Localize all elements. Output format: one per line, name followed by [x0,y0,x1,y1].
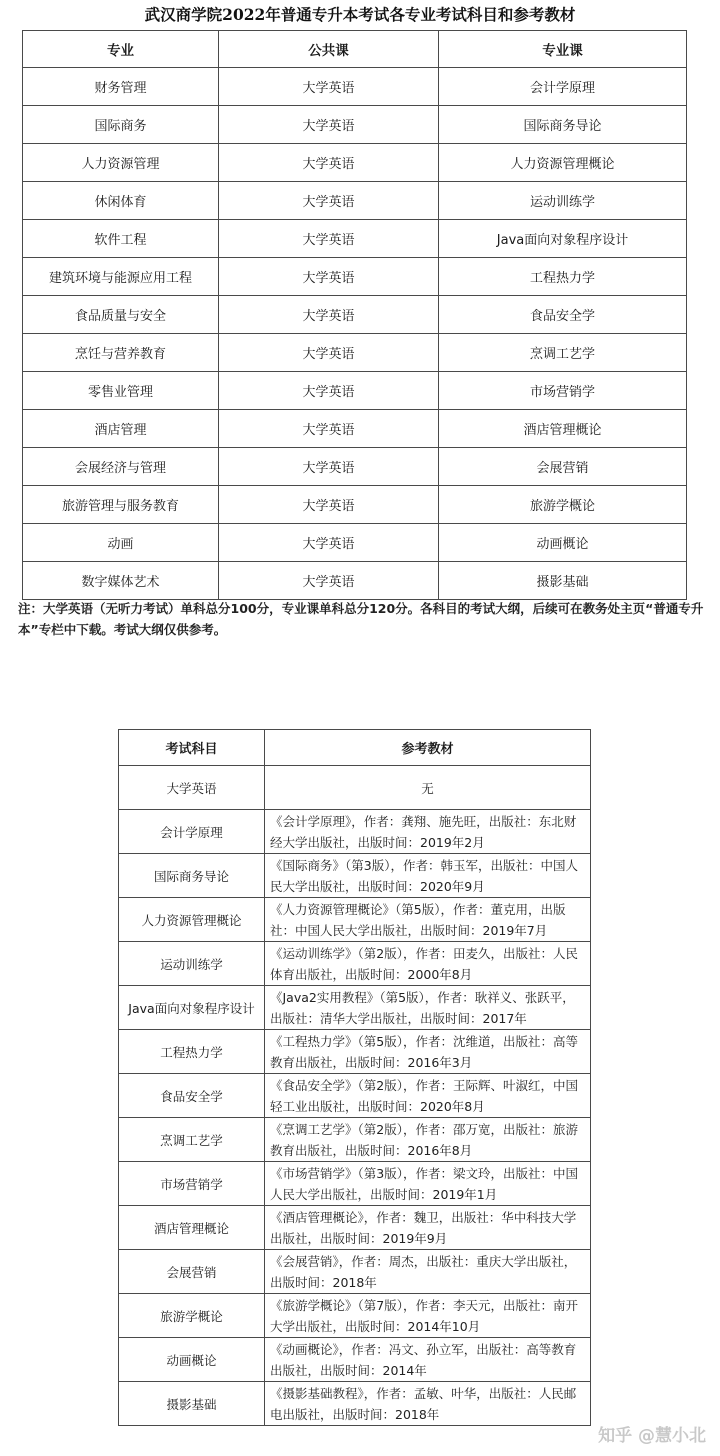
reference-book-cell: 《旅游学概论》（第7版），作者：李天元，出版社：南开大学出版社，出版时间：2014年10月 [265,1294,591,1338]
exam-subject-cell: 旅游学概论 [119,1294,265,1338]
reference-book-cell: 《酒店管理概论》，作者：魏卫，出版社：华中科技大学出版社，出版时间：2019年9月 [265,1206,591,1250]
major-cell: 数字媒体艺术 [23,562,219,600]
reference-book-cell: 《会展营销》，作者：周杰，出版社：重庆大学出版社，出版时间：2018年 [265,1250,591,1294]
table-row [119,986,591,1030]
major-cell: 国际商务 [23,106,219,144]
header-reference-book: 参考教材 [265,730,591,766]
table-row [23,372,687,410]
exam-subject-cell: 市场营销学 [119,1162,265,1206]
table-row [23,182,687,220]
reference-book-cell: 《动画概论》，作者：冯文、孙立军，出版社：高等教育出版社，出版时间：2014年 [265,1338,591,1382]
table-header-row [23,31,687,68]
major-course-cell: 旅游学概论 [439,486,687,524]
header-exam-subject: 考试科目 [119,730,265,766]
major-cell: 食品质量与安全 [23,296,219,334]
exam-subject-cell: 国际商务导论 [119,854,265,898]
table-row [119,1338,591,1382]
major-cell: 财务管理 [23,68,219,106]
major-course-cell: 工程热力学 [439,258,687,296]
public-course-cell: 大学英语 [219,68,439,106]
exam-subject-cell: 人力资源管理概论 [119,898,265,942]
major-course-cell: 市场营销学 [439,372,687,410]
reference-book-cell: 《食品安全学》（第2版），作者：王际辉、叶淑红，中国轻工业出版社，出版时间：2020年8月 [265,1074,591,1118]
major-course-cell: 酒店管理概论 [439,410,687,448]
table-row [23,524,687,562]
exam-subject-cell: 酒店管理概论 [119,1206,265,1250]
table-row [23,258,687,296]
major-cell: 休闲体育 [23,182,219,220]
table-row [23,68,687,106]
public-course-cell: 大学英语 [219,220,439,258]
public-course-cell: 大学英语 [219,448,439,486]
exam-subject-cell: 会计学原理 [119,810,265,854]
major-cell: 零售业管理 [23,372,219,410]
major-cell: 动画 [23,524,219,562]
table-row [23,448,687,486]
header-major: 专业 [23,31,219,68]
reference-book-cell: 《Java2实用教程》（第5版），作者：耿祥义、张跃平，出版社：清华大学出版社，出版时间：2017年 [265,986,591,1030]
major-cell: 人力资源管理 [23,144,219,182]
reference-book-cell: 《工程热力学》（第5版），作者：沈维道，出版社：高等教育出版社，出版时间：2016年3月 [265,1030,591,1074]
major-cell: 酒店管理 [23,410,219,448]
reference-book-cell: 《人力资源管理概论》（第5版），作者：董克用，出版社：中国人民大学出版社，出版时间：2019年7月 [265,898,591,942]
public-course-cell: 大学英语 [219,410,439,448]
exam-subject-cell: 食品安全学 [119,1074,265,1118]
table-row [119,1382,591,1426]
exam-subject-cell: 工程热力学 [119,1030,265,1074]
table-row [119,810,591,854]
reference-book-cell: 《会计学原理》，作者：龚翔、施先旺，出版社：东北财经大学出版社，出版时间：2019年2月 [265,810,591,854]
exam-subject-cell: 会展营销 [119,1250,265,1294]
reference-book-cell: 《运动训练学》（第2版），作者：田麦久，出版社：人民体育出版社，出版时间：2000年8月 [265,942,591,986]
exam-subject-cell: 动画概论 [119,1338,265,1382]
public-course-cell: 大学英语 [219,296,439,334]
major-course-cell: 摄影基础 [439,562,687,600]
exam-subject-cell: 大学英语 [119,766,265,810]
public-course-cell: 大学英语 [219,334,439,372]
table-row [119,898,591,942]
page-title: 武汉商学院2022年普通专升本考试各专业考试科目和参考教材 [144,5,576,24]
table-header-row [119,730,591,766]
header-major-course: 专业课 [439,31,687,68]
exam-subject-cell: 摄影基础 [119,1382,265,1426]
public-course-cell: 大学英语 [219,524,439,562]
public-course-cell: 大学英语 [219,106,439,144]
table-row [119,1294,591,1338]
header-public-course: 公共课 [219,31,439,68]
table-row [119,766,591,810]
exam-subject-cell: Java面向对象程序设计 [119,986,265,1030]
table-row [119,1118,591,1162]
public-course-cell: 大学英语 [219,562,439,600]
major-subjects-table [22,30,687,600]
table-row [119,1206,591,1250]
reference-book-cell: 《烹调工艺学》（第2版），作者：邵万宽，出版社：旅游教育出版社，出版时间：2016年8月 [265,1118,591,1162]
table-row [23,410,687,448]
major-course-cell: 会计学原理 [439,68,687,106]
major-course-cell: 食品安全学 [439,296,687,334]
major-course-cell: 运动训练学 [439,182,687,220]
table-row [119,942,591,986]
table-row [23,106,687,144]
reference-book-cell: 《市场营销学》（第3版），作者：梁文玲，出版社：中国人民大学出版社，出版时间：2019年1月 [265,1162,591,1206]
watermark: 知乎 @慧小北 [598,1426,706,1446]
table-row [23,562,687,600]
table-row [119,854,591,898]
major-course-cell: 会展营销 [439,448,687,486]
major-cell: 软件工程 [23,220,219,258]
major-course-cell: 国际商务导论 [439,106,687,144]
major-cell: 会展经济与管理 [23,448,219,486]
table-row [119,1030,591,1074]
reference-book-cell: 《摄影基础教程》，作者：孟敏、叶华，出版社：人民邮电出版社，出版时间：2018年 [265,1382,591,1426]
table-row [23,220,687,258]
major-cell: 旅游管理与服务教育 [23,486,219,524]
public-course-cell: 大学英语 [219,486,439,524]
table-row [119,1074,591,1118]
public-course-cell: 大学英语 [219,144,439,182]
major-course-cell: 人力资源管理概论 [439,144,687,182]
major-course-cell: Java面向对象程序设计 [439,220,687,258]
reference-book-cell: 《国际商务》（第3版），作者：韩玉军，出版社：中国人民大学出版社，出版时间：2020年9月 [265,854,591,898]
major-cell: 建筑环境与能源应用工程 [23,258,219,296]
reference-book-cell: 无 [265,766,591,810]
public-course-cell: 大学英语 [219,258,439,296]
major-cell: 烹饪与营养教育 [23,334,219,372]
public-course-cell: 大学英语 [219,182,439,220]
exam-subject-cell: 运动训练学 [119,942,265,986]
table-row [23,486,687,524]
public-course-cell: 大学英语 [219,372,439,410]
reference-books-table [118,729,591,1426]
table-row [23,296,687,334]
table-row [23,334,687,372]
major-course-cell: 动画概论 [439,524,687,562]
exam-subject-cell: 烹调工艺学 [119,1118,265,1162]
table-row [119,1162,591,1206]
table-row [119,1250,591,1294]
exam-note: 注：大学英语（无听力考试）单科总分100分，专业课单科总分120分。各科目的考试大纲，后续可在教务处主页“普通专升本”专栏中下载。考试大纲仅供参考。 [18,601,704,637]
major-course-cell: 烹调工艺学 [439,334,687,372]
table-row [23,144,687,182]
